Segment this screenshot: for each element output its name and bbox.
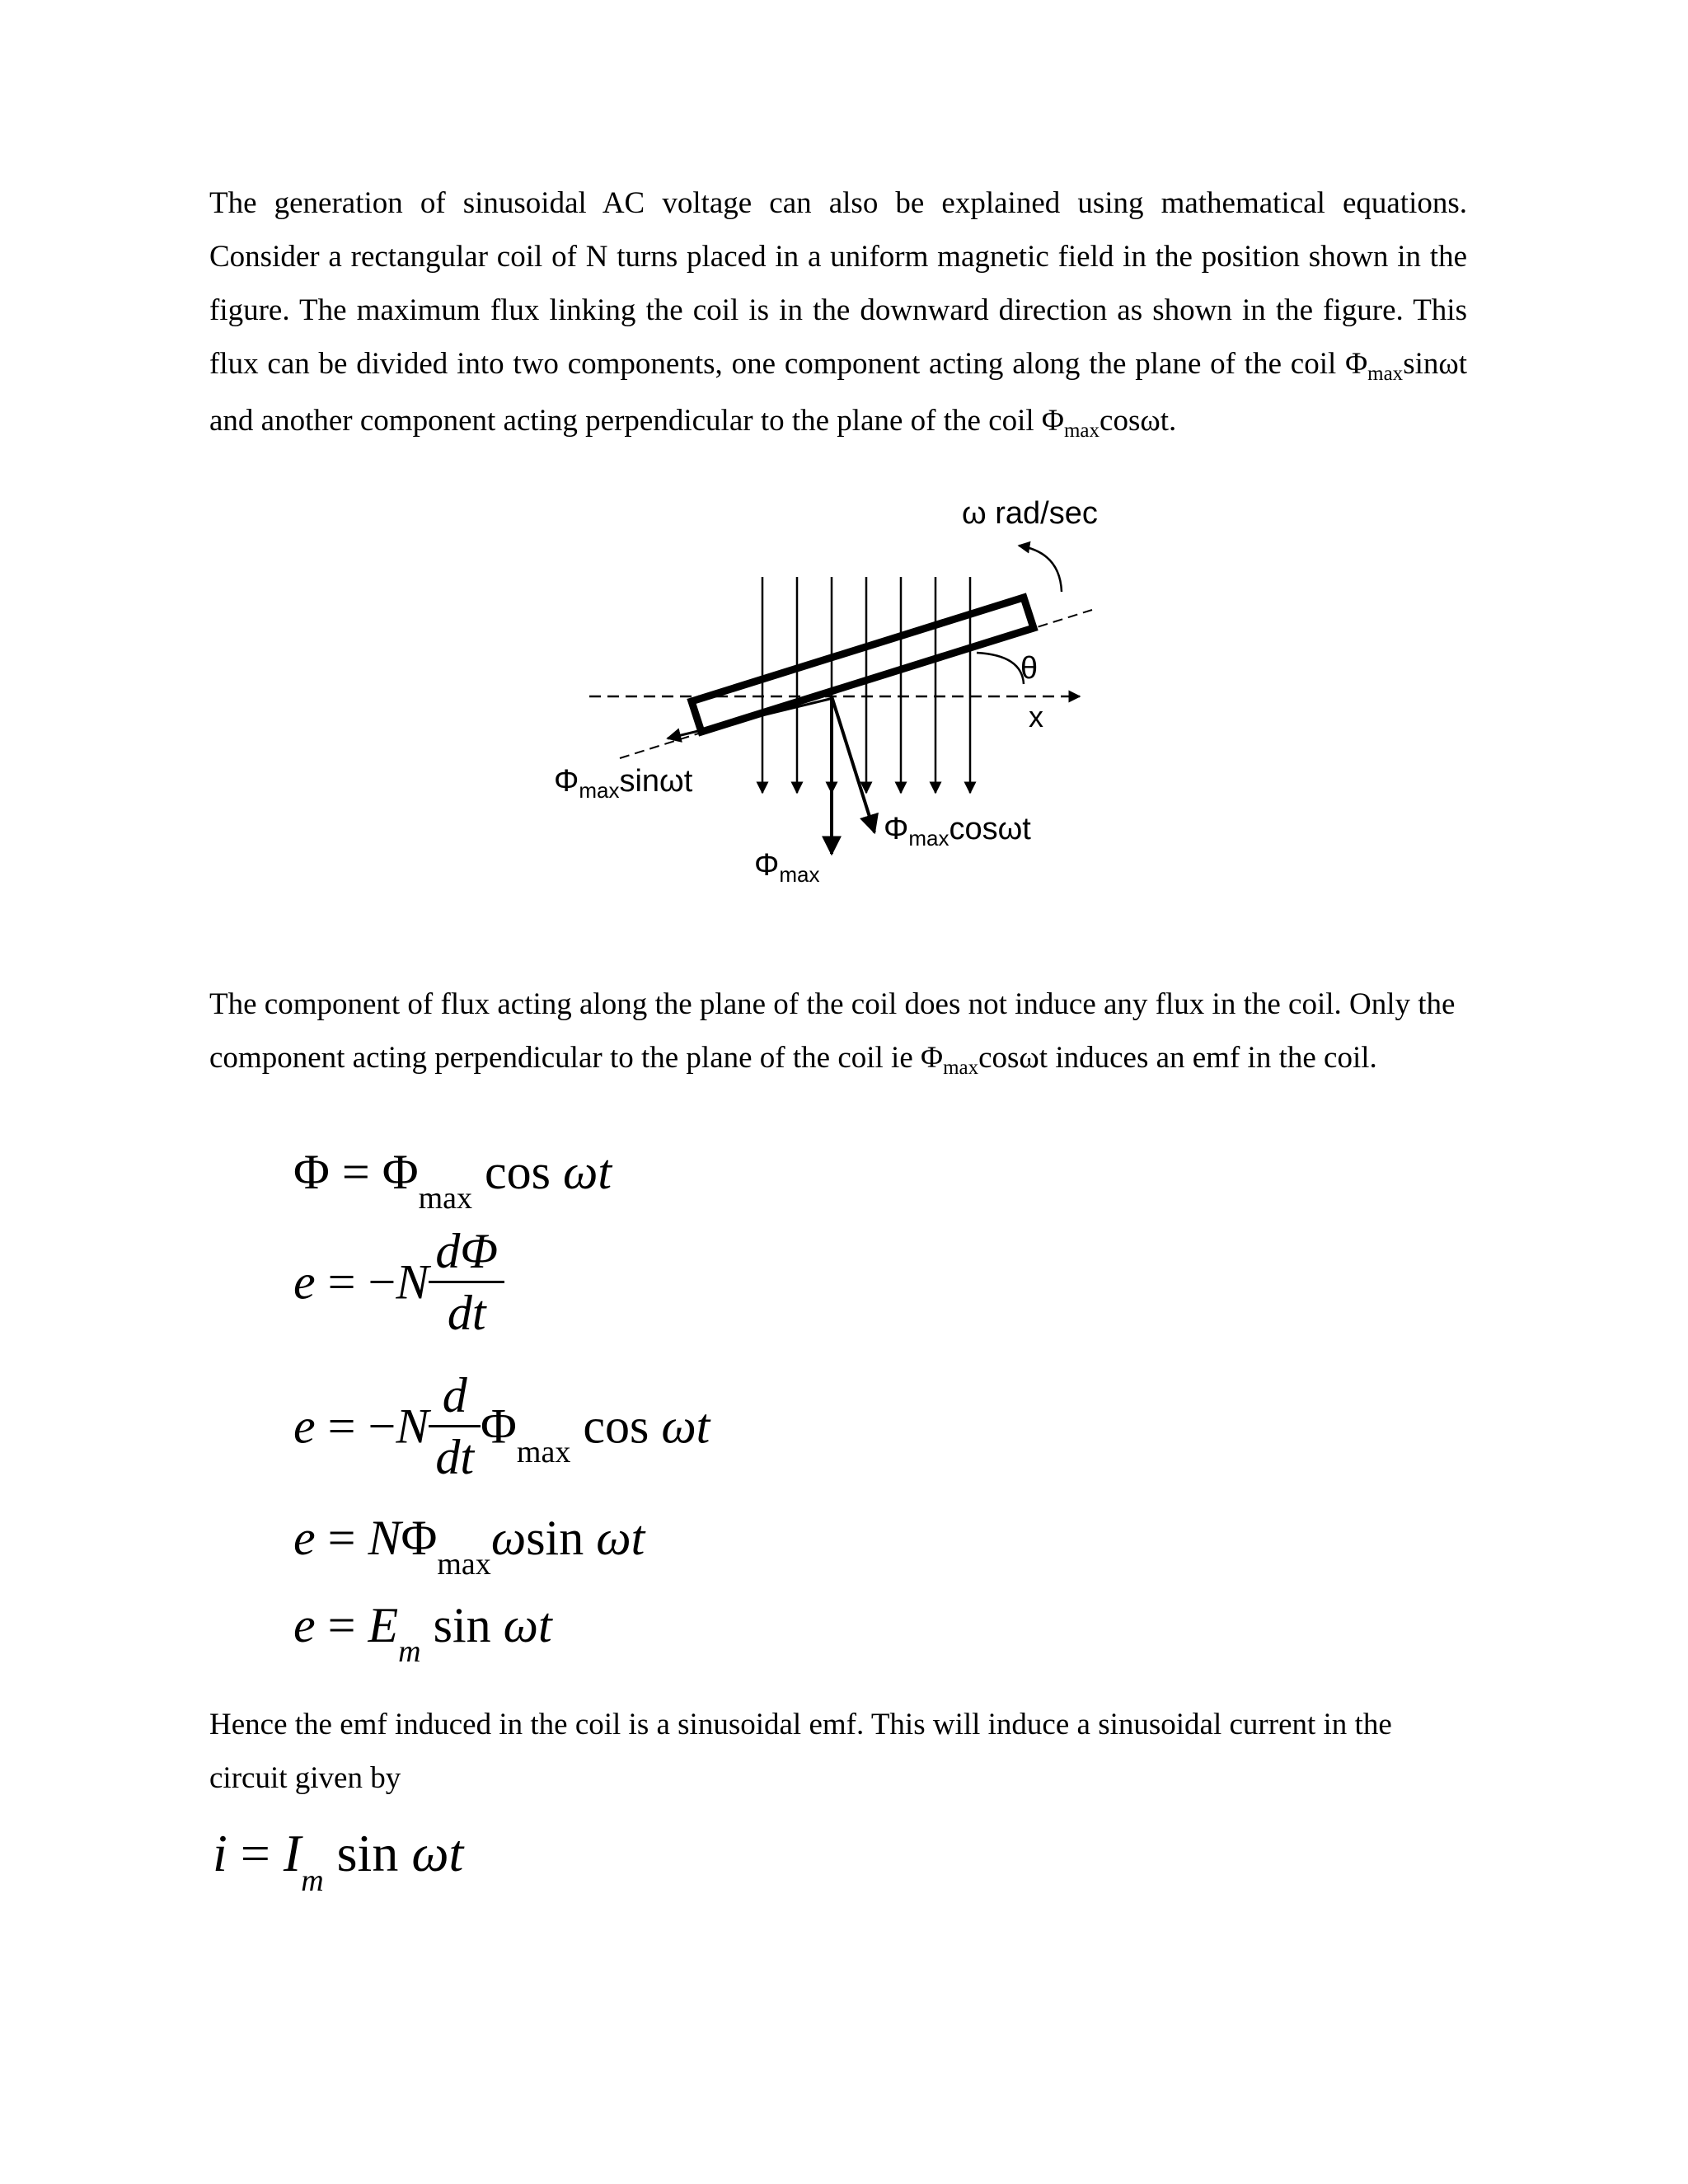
intro-sub-2: max	[1063, 419, 1100, 442]
equation-current: $i = I_m$ sin ωt	[213, 1824, 464, 1898]
intro-text-3: cosωt.	[1100, 404, 1177, 438]
component-paragraph	[209, 977, 1479, 1088]
equation-emf-expanded: $e = N\Phi_{max}\omega\sin$ ωt	[293, 1511, 645, 1582]
coil	[692, 598, 1034, 732]
equation-flux: $\Phi = \Phi_{max}$ cos ωt	[293, 1145, 612, 1216]
theta-arc	[977, 653, 1024, 684]
x-label: x	[1029, 700, 1043, 733]
field-lines	[762, 577, 970, 793]
coil-flux-diagram	[528, 486, 1137, 907]
intro-sub-1: max	[1367, 363, 1404, 385]
equation-emf-final: $e = E_m$ sin ωt	[293, 1598, 552, 1669]
conclusion-paragraph	[209, 1698, 1470, 1805]
sin-component-label: $\Phi_{max}\sin\omega t$	[554, 764, 693, 803]
phi-max-label: $\Phi_{max}$	[754, 848, 820, 887]
intro-text-2: sinωt and another component acting perpendicular to the plane of the coil Φ	[209, 347, 1467, 438]
equation-derivative: e = −N $\frac{d}{dt}$ $\Phi_{max}$ cos ωt	[293, 1368, 710, 1484]
cos-component-arrow	[832, 696, 874, 832]
intro-paragraph	[209, 176, 1467, 451]
component-text-2: cosωt induces an emf in the coil.	[978, 1041, 1377, 1075]
omega-label: ω rad/sec	[962, 496, 1098, 531]
conclusion-text: Hence the emf induced in the coil is a sinusoidal emf. This will induce a sinusoidal current in the circuit given by	[209, 1708, 1392, 1795]
equation-faraday: e = −N $\frac{d\Phi}{dt}$	[293, 1226, 504, 1347]
component-text-1: The component of flux acting along the plane of the coil does not induce any flux in the coil. Only the component acting perpendicular to the plane of the coil ie Φ	[209, 987, 1456, 1075]
intro-text-1: The generation of sinusoidal AC voltage can also be explained using mathematical equations. Consider a rectangular coil of N turns placed in a uniform magnetic field in the position shown in the figure. The maximum flux linking the coil is in the downward direction as shown in the figure. This flux can be divided into two components, one component acting along the plane of the coil Φ	[209, 186, 1467, 381]
component-sub-1: max	[943, 1057, 979, 1079]
rotation-arrow	[1019, 546, 1062, 592]
cos-component-label: $\Phi_{max}\cos\omega t$	[884, 812, 1031, 851]
theta-label: θ	[1020, 651, 1039, 686]
